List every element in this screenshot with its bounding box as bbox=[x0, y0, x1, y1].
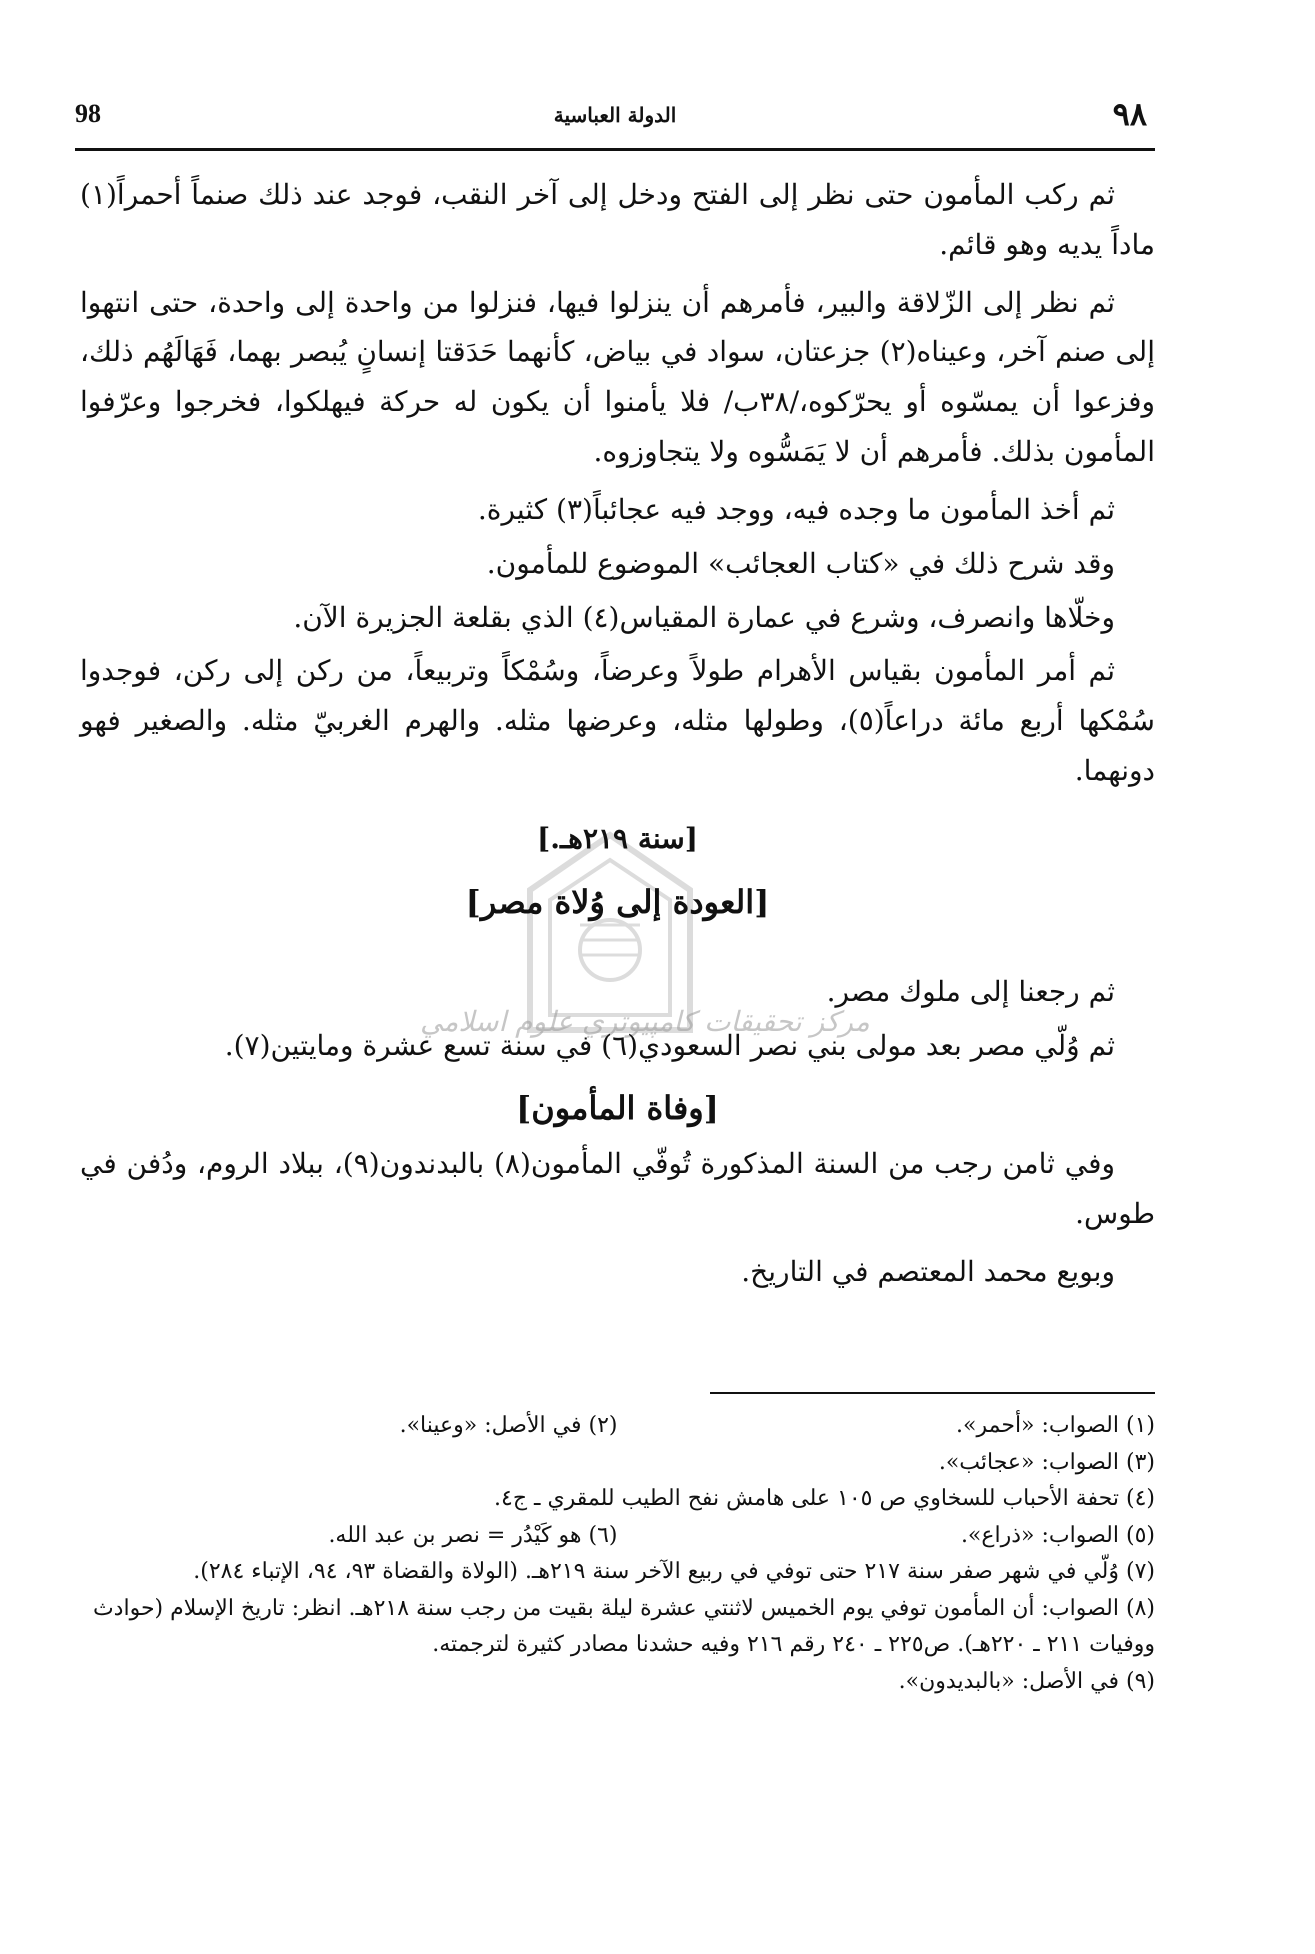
paragraph: ثم رجعنا إلى ملوك مصر. bbox=[826, 974, 1115, 1008]
footnote: (٧) وُلّي في شهر صفر سنة ٢١٧ حتى توفي في ربيع الآخر سنة ٢١٩هـ. (الولاة والقضاة ٩٣، ٩٤، الإتباء ٢٨٤). bbox=[193, 1559, 1155, 1585]
footnote: (٥) الصواب: «ذراع». bbox=[960, 1522, 1155, 1548]
page-number-latin: 98 bbox=[75, 99, 101, 128]
footnote: (٣) الصواب: «عجائب». bbox=[938, 1449, 1155, 1475]
main-text bbox=[80, 170, 1155, 1305]
page-header bbox=[75, 95, 1155, 145]
paragraph: ثم ركب المأمون حتى نظر إلى الفتح ودخل إلى آخر النقب، فوجد عند ذلك صنماً أحمراً(١) ماداً يديه وهو قائم. bbox=[80, 178, 1155, 261]
page-number-arabic: ٩٨ bbox=[1112, 95, 1147, 133]
footnote: (٢) في الأصل: «وعينا». bbox=[399, 1413, 618, 1438]
paragraph: وخلّاها وانصرف، وشرع في عمارة المقياس(٤) الذي بقلعة الجزيرة الآن. bbox=[293, 600, 1115, 634]
footnote-row bbox=[80, 1518, 1155, 1555]
section-year-heading: [سنة ٢١٩هـ.] bbox=[536, 821, 698, 855]
paragraph: وبويع محمد المعتصم في التاريخ. bbox=[741, 1254, 1115, 1288]
section-heading: [وفاة المأمون] bbox=[516, 1089, 719, 1128]
paragraph: ثم وُلّي مصر بعد مولى بني نصر السعودي(٦) في سنة تسع عشرة ومايتين(٧). bbox=[224, 1028, 1115, 1062]
footnote-row bbox=[80, 1408, 1155, 1445]
header-rule bbox=[75, 148, 1155, 151]
footnote: (١) الصواب: «أحمر». bbox=[956, 1413, 1155, 1438]
section-heading: [العودة إلى وُلاة مصر] bbox=[465, 882, 770, 921]
footnotes bbox=[80, 1408, 1155, 1700]
paragraph: وفي ثامن رجب من السنة المذكورة تُوفّي المأمون(٨) بالبدندون(٩)، ببلاد الروم، ودُفن في طوس. bbox=[80, 1147, 1155, 1231]
paragraph: وقد شرح ذلك في «كتاب العجائب» الموضوع للمأمون. bbox=[486, 546, 1115, 580]
running-title: الدولة العباسية bbox=[553, 103, 677, 127]
watermark-text: مركز تحقيقات كامپيوتري علوم اسلامي bbox=[420, 1005, 870, 1038]
footnote: (٨) الصواب: أن المأمون توفي يوم الخميس لاثنتي عشرة ليلة بقيت من رجب سنة ٢١٨هـ. انظر: تاريخ الإسلام (حوادث ووفيات ٢١١ ـ ٢٢٠هـ). ص٢٢٥ ـ ٢٤٠ رقم ٢١٦ وفيه حشدنا مصادر كثيرة لترجمته. bbox=[92, 1595, 1155, 1658]
footnote: (٤) تحفة الأحباب للسخاوي ص ١٠٥ على هامش نفح الطيب للمقري ـ ج٤. bbox=[493, 1486, 1155, 1512]
footnote: (٩) في الأصل: «بالبديدون». bbox=[898, 1668, 1155, 1694]
footnote-rule bbox=[710, 1392, 1155, 1394]
paragraph: ثم أخذ المأمون ما وجده فيه، ووجد فيه عجائباً(٣) كثيرة. bbox=[477, 492, 1115, 526]
paragraph: ثم نظر إلى الزّلاقة والبير، فأمرهم أن ينزلوا فيها، فنزلوا من واحدة إلى واحدة، حتى انتهوا إلى صنم آخر، وعيناه(٢) جزعتان، سواد في بياض، كأنهما حَدَقتا إنسانٍ يُبصر بهما، فَهَالَهُم ذلك، وفزعوا أن يمسّوه أو يحرّكوه،/٣٨ب/ فلا يأمنوا أن يكون له حركة فيهلكوا، فخرجوا وعرّفوا المأمون بذلك. فأمرهم أن لا يَمَسُّوه ولا يتجاوزوه. bbox=[80, 285, 1155, 469]
paragraph: ثم أمر المأمون بقياس الأهرام طولاً وعرضاً، وسُمْكاً وتربيعاً، من ركن إلى ركن، فوجدوا سُمْكها أربع مائة دراعاً(٥)، وطولها مثله، وعرضها مثله. والهرم الغربيّ مثله. والصغير فهو دونهما. bbox=[80, 654, 1155, 788]
footnote: (٦) هو كَيْدُر = نصر بن عبد الله. bbox=[328, 1522, 618, 1548]
